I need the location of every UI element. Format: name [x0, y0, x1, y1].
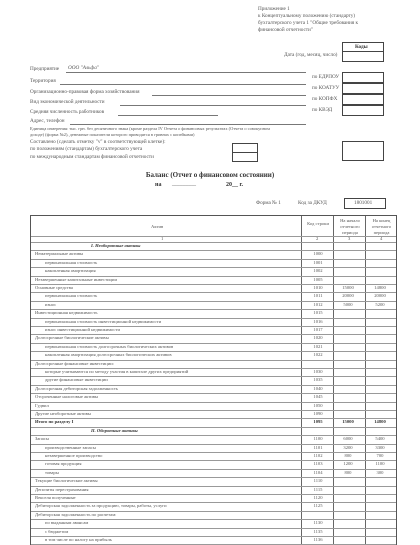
header-end: На конец отчетного периода	[371, 218, 392, 235]
colnum-1: 1	[161, 236, 164, 241]
address-label: Адрес, телефон	[30, 118, 65, 124]
territory-label: Территория	[30, 78, 56, 84]
row-code: 1010	[313, 285, 323, 290]
row-code: 1120	[313, 495, 323, 500]
row-name: Основные средства	[35, 285, 73, 290]
row-end-value: 3300	[375, 444, 385, 450]
code-label-kved: по КВЭД	[312, 107, 333, 113]
row-name: Запасы	[35, 436, 49, 442]
form-code-value: 1801001	[354, 200, 373, 206]
row-code: 1001	[313, 259, 323, 265]
row-name: Депозиты перестрахования	[35, 486, 89, 492]
row-code: 1095	[313, 419, 323, 425]
code-label-kopfh: по КОПФХ	[312, 96, 338, 102]
code-label-edrpou: по ЕДРПОУ	[312, 74, 340, 80]
code-box-kopfh	[342, 94, 384, 105]
row-end-value: 20000	[374, 293, 386, 299]
ifrs-checkbox[interactable]	[232, 152, 258, 162]
row-name: по выданным авансам	[45, 520, 89, 526]
codes-label: Коды	[355, 44, 368, 50]
row-code: 1011	[313, 293, 323, 299]
row-code: 1103	[313, 461, 323, 467]
row-name: Гудвил	[35, 402, 49, 408]
row-name: Другие необоротные активы	[35, 411, 91, 416]
header-start: На начало отчетного периода	[340, 218, 360, 235]
date-prefix: на	[155, 182, 162, 188]
row-name: Долгосрочная дебиторская задолженность	[35, 385, 118, 391]
row-start-value: 15000	[342, 285, 354, 290]
row-code: 1000	[313, 251, 323, 257]
row-start-value: 1200	[343, 461, 353, 467]
row-end-value: 14800	[374, 419, 386, 425]
row-start-value: 20000	[342, 293, 354, 299]
appendix-line-2: к Концептуальному положению (стандарту)	[258, 13, 356, 19]
appendix-line-4: финансовой отчетности"	[258, 27, 313, 33]
row-code: 1090	[313, 411, 323, 416]
date-year: 20__ г.	[226, 182, 244, 188]
row-name: которые учитываются по методу участия в капитале других предприятий	[45, 369, 189, 374]
row-name: Незавершенные капитальные инвестиции	[35, 276, 117, 282]
enterprise-underline	[66, 72, 306, 73]
row-code: 1015	[313, 310, 323, 316]
balance-table	[30, 215, 397, 545]
activity-underline	[120, 105, 306, 106]
colnum-4: 4	[380, 236, 383, 241]
ifrs-label: по международным стандартам финансовой отчетности	[30, 154, 154, 160]
row-start-value: 3200	[343, 444, 353, 450]
row-code: 1135	[313, 528, 323, 534]
row-code: 1035	[313, 377, 323, 383]
row-code: 1115	[313, 486, 323, 492]
standards-label: Составлено (сделать отметку "v" в соответствующей клетке):	[30, 139, 166, 145]
row-name: готовая продукция	[45, 461, 82, 467]
row-name: Инвестиционная недвижимость	[35, 310, 98, 316]
row-code: 1100	[313, 436, 323, 442]
row-code: 1125	[313, 503, 323, 509]
row-code: 1005	[313, 276, 323, 282]
org-form-label: Организационно-правовая форма хозяйствования	[30, 89, 140, 95]
date-label: Дата (год, месяц, число)	[284, 52, 338, 58]
row-code: 1020	[313, 335, 323, 341]
row-start-value: 800	[344, 469, 352, 475]
header-asset: Актив	[151, 224, 164, 229]
row-code: 1021	[313, 343, 323, 349]
row-name: накопленная амортизация долгосрочных биологических активов	[45, 352, 172, 358]
table-header-row	[31, 216, 396, 237]
row-name: товары	[45, 469, 59, 475]
row-end-value: 14800	[374, 285, 386, 290]
ps-label: по положениям (стандартам) бухгалтерского учета	[30, 146, 143, 152]
appendix-line-3: бухгалтерского учета 1 "Общие требования к	[258, 20, 358, 26]
enterprise-value: ООО "Альфа"	[68, 65, 99, 71]
row-name: с бюджетом	[45, 528, 69, 534]
activity-label: Вид экономической деятельности	[30, 99, 105, 105]
code-box-kved	[342, 105, 384, 116]
enterprise-label: Предприятие	[30, 66, 60, 72]
row-name: Дебиторская задолженность по расчетам:	[35, 511, 117, 517]
row-name: первоначальная стоимость долгосрочных биологических активов	[45, 343, 174, 349]
row-name: накопленная амортизация	[45, 268, 96, 274]
right-empty-box	[342, 141, 384, 161]
address-underline	[70, 124, 306, 125]
row-name: первоначальная стоимость инвестиционной недвижимости	[45, 318, 162, 324]
row-name: Долгосрочные финансовые инвестиции:	[35, 360, 114, 366]
row-end-value: 5400	[375, 436, 385, 442]
row-name: Отсроченные налоговые активы	[35, 394, 99, 400]
row-name: первоначальная стоимость	[45, 259, 98, 265]
row-name: производственные запасы	[45, 444, 96, 450]
form-label: Форма № 1	[256, 200, 281, 206]
code-box-date	[342, 51, 384, 62]
units-note-1: Единица измерения: тыс. грн. без десятичного знака (кроме раздела IV Отчета о финансовых результатах (Отчета о совокупном	[30, 126, 270, 131]
row-end-value: 5200	[375, 301, 385, 307]
form-code-box	[344, 198, 386, 209]
row-start-value: 5000	[343, 301, 353, 307]
code-box-koatuu	[342, 83, 384, 94]
row-end-value: 1100	[375, 461, 385, 467]
row-name: II. Оборотные активы	[91, 427, 138, 433]
row-start-value: 800	[344, 453, 352, 458]
row-code: 1104	[313, 469, 323, 475]
row-code: 1022	[313, 352, 323, 358]
row-name: первоначальная стоимость	[45, 293, 98, 299]
row-code: 1102	[313, 453, 323, 458]
org-form-underline	[152, 95, 306, 96]
code-label-koatuu: по КОАТУУ	[312, 85, 340, 91]
employees-underline	[118, 115, 218, 116]
row-code: 1045	[313, 394, 323, 400]
row-code: 1030	[313, 369, 323, 374]
date-blank: ________	[172, 181, 196, 187]
row-name: Векселя полученные	[35, 495, 76, 500]
row-code: 1017	[313, 327, 323, 332]
employees-label: Средняя численность работников	[30, 109, 105, 115]
colnum-2: 2	[316, 236, 319, 241]
row-name: Долгосрочные биологические активы	[35, 335, 109, 341]
row-name: другие финансовые инвестиции	[45, 377, 108, 383]
row-code: 1130	[313, 520, 323, 526]
row-code: 1136	[313, 537, 323, 542]
row-name: Нематериальные активы	[35, 251, 84, 257]
row-code: 1016	[313, 318, 323, 324]
code-box-edrpou	[342, 72, 384, 83]
units-note-2: доходе) (форма №2), денежные показатели которого приводятся в гривнах с копейками)	[30, 132, 195, 137]
row-code: 1101	[313, 444, 323, 450]
row-code: 1040	[313, 385, 323, 391]
row-code: 1012	[313, 301, 323, 307]
form-code-label: Код за ДКУД	[298, 200, 327, 206]
row-name: в том числе по налогу на прибыль	[45, 537, 112, 542]
header-code: Код строки	[307, 221, 329, 226]
row-code: 1050	[313, 402, 323, 408]
row-name: Дебиторская задолженность за продукцию, товары, работы, услуги	[35, 503, 167, 509]
row-code: 1002	[313, 268, 323, 274]
page-title: Баланс (Отчет о финансовом состоянии)	[145, 171, 275, 179]
row-name: Итого по разделу I	[35, 419, 74, 425]
row-end-value: 700	[376, 453, 384, 458]
row-code: 1110	[313, 478, 323, 484]
row-name: износ	[45, 301, 57, 307]
row-name: незавершенное производство	[45, 453, 103, 458]
row-name: износ инвестиционной недвижимости	[45, 327, 120, 332]
territory-underline	[60, 84, 306, 85]
row-start-value: 15000	[342, 419, 354, 425]
row-name: Текущие биологические активы	[35, 478, 98, 484]
colnum-3: 3	[348, 236, 351, 241]
row-name: I. Необоротные активы	[91, 243, 141, 248]
row-end-value: 300	[376, 469, 384, 475]
row-start-value: 6000	[343, 436, 353, 442]
appendix-line-1: Приложение 1	[258, 6, 290, 12]
